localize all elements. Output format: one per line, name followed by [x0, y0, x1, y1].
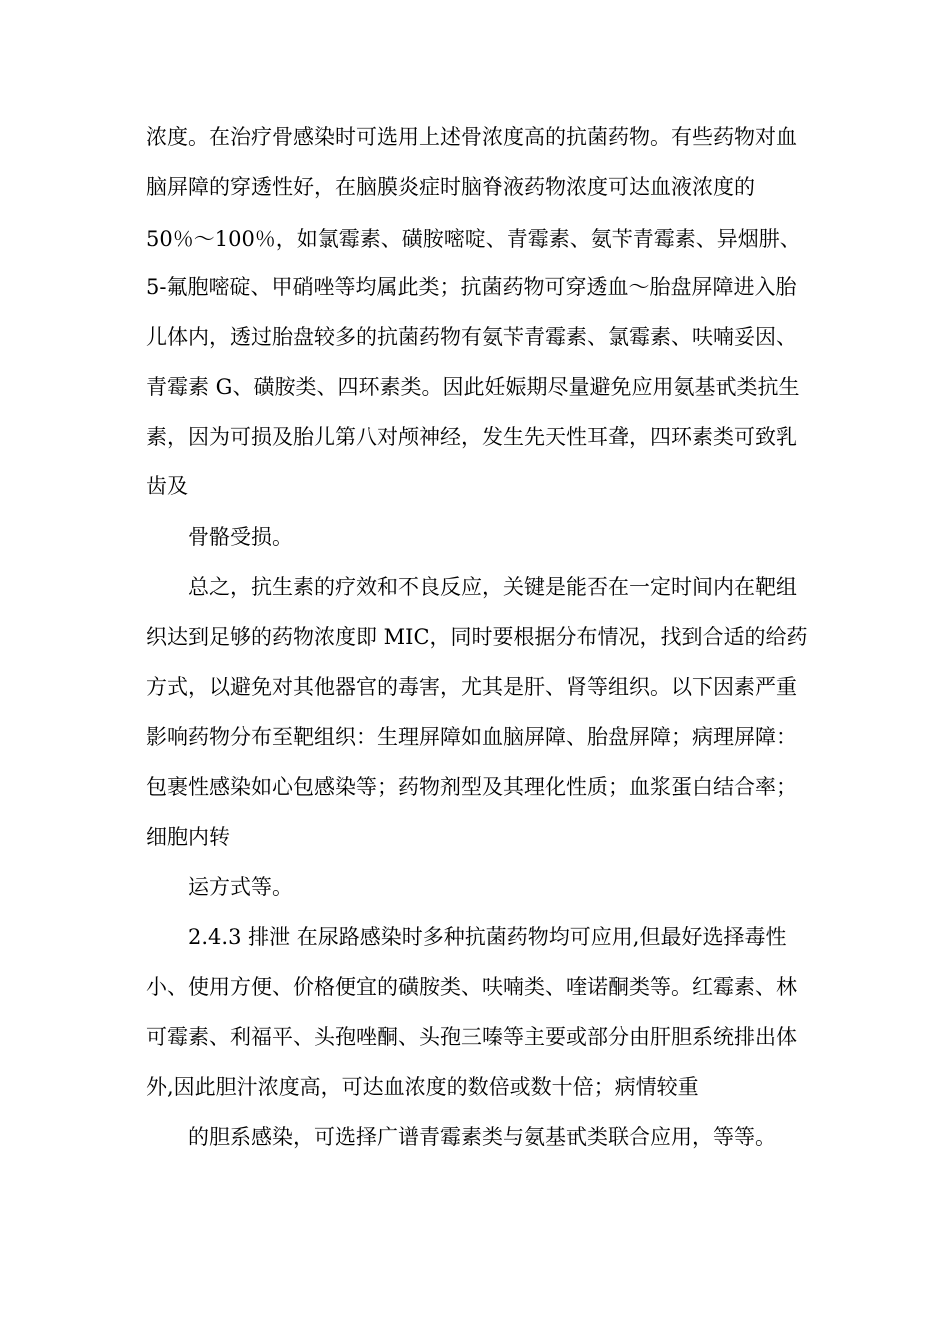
text-line: 儿体内，透过胎盘较多的抗菌药物有氨苄青霉素、氯霉素、呋喃妥因、 [146, 325, 797, 349]
text-line: 小、使用方便、价格便宜的磺胺类、呋喃类、喹诺酮类等。红霉素、林 [146, 975, 797, 999]
text-line: 脑屏障的穿透性好，在脑膜炎症时脑脊液药物浓度可达血液浓度的 [146, 175, 755, 199]
text-line: 总之，抗生素的疗效和不良反应，关键是能否在一定时间内在靶组 [188, 575, 797, 599]
text-line: 运方式等。 [188, 875, 293, 899]
text-line: 方式，以避免对其他器官的毒害，尤其是肝、肾等组织。以下因素严重 [146, 675, 797, 699]
text-line: 的胆系感染，可选择广谱青霉素类与氨基甙类联合应用，等等。 [188, 1125, 776, 1149]
text-line: 素，因为可损及胎儿第八对颅神经，发生先天性耳聋，四环素类可致乳 [146, 425, 797, 449]
text-line: 齿及 [146, 474, 188, 498]
text-line: 浓度。在治疗骨感染时可选用上述骨浓度高的抗菌药物。有些药物对血 [146, 125, 797, 149]
text-line: 5-氟胞嘧碇、甲硝唑等均属此类；抗菌药物可穿透血～胎盘屏障进入胎 [146, 275, 797, 299]
text-line: 影响药物分布至靶组织：生理屏障如血脑屏障、胎盘屏障；病理屏障： [146, 725, 797, 749]
text-line: 青霉素 G、磺胺类、四环素类。因此妊娠期尽量避免应用氨基甙类抗生 [146, 375, 800, 399]
text-line: 织达到足够的药物浓度即 MIC，同时要根据分布情况，找到合适的给药 [146, 625, 808, 649]
text-line: 外,因此胆汁浓度高，可达血浓度的数倍或数十倍；病情较重 [146, 1075, 699, 1099]
text-line: 骨骼受损。 [188, 525, 293, 549]
text-line: 50％～100％，如氯霉素、磺胺嘧啶、青霉素、氨苄青霉素、异烟肼、 [146, 227, 801, 251]
text-line: 包裹性感染如心包感染等；药物剂型及其理化性质；血浆蛋白结合率； [146, 775, 797, 799]
text-line: 可霉素、利福平、头孢唑酮、头孢三嗪等主要或部分由肝胆系统排出体 [146, 1025, 797, 1049]
text-line: 2.4.3 排泄 在尿路感染时多种抗菌药物均可应用,但最好选择毒性 [188, 925, 787, 949]
text-line: 细胞内转 [146, 825, 230, 849]
